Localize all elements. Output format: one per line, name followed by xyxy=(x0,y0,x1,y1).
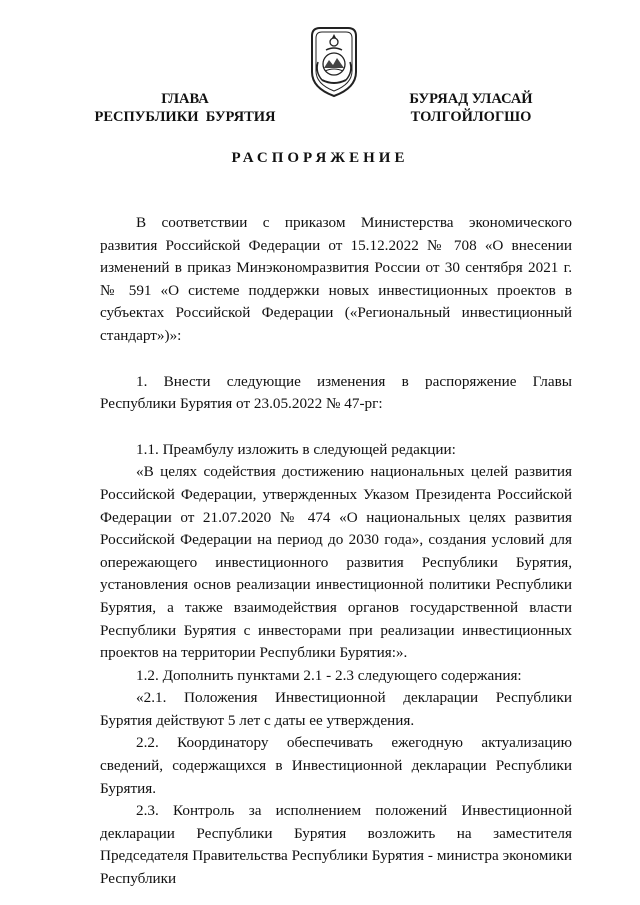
paragraph-new-preamble: «В целях содействия достижению национальных целей развития Российской Федерации, утвержденных Указом Президента Российской Федерации от 21.07.2020 № 474 «О национальных целях развития Российской Федерации на период до 2030 года», создания условий для опережающего инвестиционного развития Республики Бурятия, установления основ реализации инвестиционной политики Республики Бурятия, а также взаимодействия органов государственной власти Республики Бурятия с инвесторами при реализации инвестиционных проектов на территории Республики Бурятия:». xyxy=(100,463,572,662)
header-left-line-1: ГЛАВА xyxy=(161,91,209,107)
header-left-line-2: РЕСПУБЛИКИ БУРЯТИЯ xyxy=(94,109,276,125)
header-right-line-1: БУРЯАД УЛАСАЙ xyxy=(409,91,533,107)
document-title: РАСПОРЯЖЕНИЕ xyxy=(231,150,409,166)
header-left xyxy=(80,90,290,126)
header-right xyxy=(386,90,556,126)
paragraph-item-1-1: 1.1. Преамбулу изложить в следующей редакции: xyxy=(136,440,456,458)
paragraph-item-1-2: 1.2. Дополнить пунктами 2.1 - 2.3 следующего содержания: xyxy=(136,666,522,684)
coat-of-arms-emblem xyxy=(306,22,362,100)
paragraph-item-2-3: 2.3. Контроль за исполнением положений Инвестиционной декларации Республики Бурятия возложить на заместителя Председателя Правительства Республики Бурятия - министра экономики Республики xyxy=(100,802,572,888)
paragraph-preamble: В соответствии с приказом Министерства экономического развития Российской Федерации от 15.12.2022 № 708 «О внесении изменений в приказ Минэкономразвития России от 30 сентября 2021 г. № 591 «О системе поддержки новых инвестиционных проектов в субъектах Российской Федерации («Региональный инвестиционный стандарт»)»: xyxy=(100,214,572,344)
document-body xyxy=(100,212,572,891)
paragraph-item-2-1: «2.1. Положения Инвестиционной декларации Республики Бурятия действуют 5 лет с даты ее утверждения. xyxy=(100,689,572,729)
header-right-line-2: ТОЛГОЙЛОГШО xyxy=(410,109,532,125)
paragraph-item-1: 1. Внести следующие изменения в распоряжение Главы Республики Бурятия от 23.05.2022 № 47-рг: xyxy=(100,372,572,413)
paragraph-item-2-2: 2.2. Координатору обеспечивать ежегодную актуализацию сведений, содержащихся в Инвестиционной декларации Республики Бурятия. xyxy=(100,734,572,797)
